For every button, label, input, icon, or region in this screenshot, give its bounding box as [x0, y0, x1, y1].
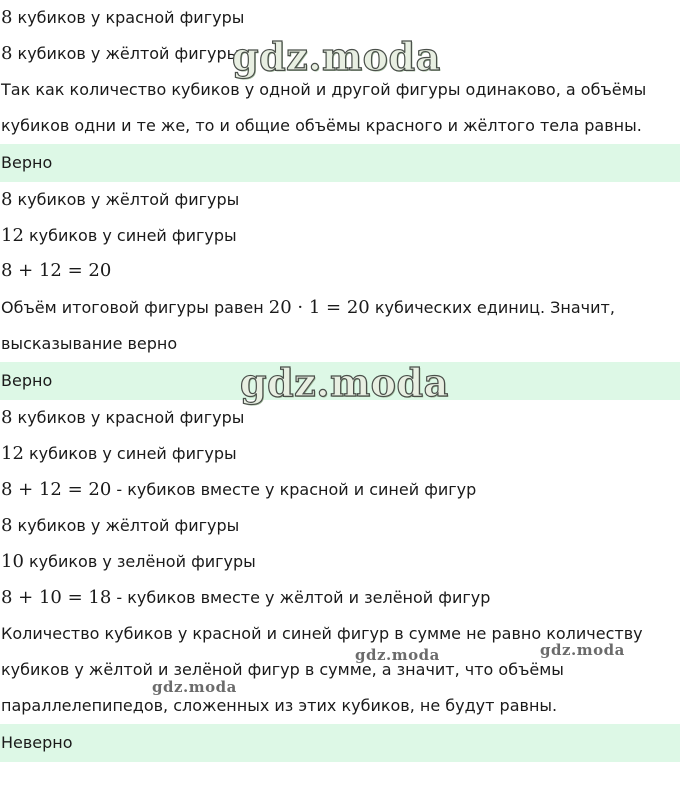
- line-text: кубиков у жёлтой фигуры: [12, 190, 240, 209]
- solution-line: [0, 580, 680, 616]
- verdict-banner: [0, 144, 680, 182]
- math-number: 8: [1, 7, 13, 28]
- line-text: Объём итоговой фигуры равен: [1, 298, 269, 317]
- solution-line: [0, 508, 680, 544]
- line-text: кубиков у жёлтой фигуры: [12, 44, 240, 63]
- solution-line: [0, 326, 680, 362]
- line-text: кубиков у красной фигуры: [12, 408, 245, 427]
- line-text: кубиков у синей фигуры: [23, 444, 237, 463]
- line-text: кубиков одни и те же, то и общие объёмы красного и жёлтого тела равны.: [1, 116, 642, 135]
- watermark-logo: gdz.moda: [232, 34, 441, 79]
- solution-line: [0, 688, 680, 724]
- line-text: Количество кубиков у красной и синей фигур в сумме не равно количеству: [1, 624, 643, 643]
- solution-line: [0, 182, 680, 218]
- line-text: кубиков у жёлтой фигуры: [12, 516, 240, 535]
- math-number: 8: [1, 407, 13, 428]
- math-number: 8: [1, 515, 13, 536]
- verdict-text: Неверно: [1, 733, 73, 752]
- solution-line: [0, 0, 680, 36]
- solution-line: [0, 290, 680, 326]
- watermark-logo: gdz.moda: [540, 641, 625, 659]
- verdict-text: Верно: [1, 153, 53, 172]
- watermark-logo: gdz.moda: [240, 360, 449, 405]
- math-expression: 8 + 10 = 18: [1, 587, 112, 608]
- line-text: Так как количество кубиков у одной и другой фигуры одинаково, а объёмы: [1, 80, 647, 99]
- line-text: кубиков у красной фигуры: [12, 8, 245, 27]
- solution-line: [0, 218, 680, 254]
- line-text: - кубиков вместе у красной и синей фигур: [111, 480, 477, 499]
- math-number: 12: [1, 225, 24, 246]
- line-text: - кубиков вместе у жёлтой и зелёной фигур: [111, 588, 491, 607]
- solution-line: [0, 253, 680, 289]
- line-text: кубиков у зелёной фигуры: [23, 552, 256, 571]
- math-expression: 8 + 12 = 20: [1, 260, 112, 281]
- line-text: параллелепипедов, сложенных из этих кубиков, не будут равны.: [1, 696, 558, 715]
- watermark-logo: gdz.moda: [355, 646, 440, 664]
- solution-line: [0, 436, 680, 472]
- math-expression: 20 · 1 = 20: [268, 297, 370, 318]
- verdict-text: Верно: [1, 371, 53, 390]
- math-number: 10: [1, 551, 24, 572]
- math-number: 12: [1, 443, 24, 464]
- line-text: кубиков у синей фигуры: [23, 226, 237, 245]
- verdict-banner: [0, 724, 680, 762]
- line-text: кубиков у жёлтой и зелёной фигур в сумме, а значит, что объёмы: [1, 660, 564, 679]
- solution-line: [0, 544, 680, 580]
- math-expression: 8 + 12 = 20: [1, 479, 112, 500]
- line-text: высказывание верно: [1, 334, 178, 353]
- line-text: кубических единиц. Значит,: [369, 298, 615, 317]
- solution-line: [0, 108, 680, 144]
- watermark-logo: gdz.moda: [152, 678, 237, 696]
- math-number: 8: [1, 189, 13, 210]
- solution-line: [0, 472, 680, 508]
- solution-line: [0, 400, 680, 436]
- math-number: 8: [1, 43, 13, 64]
